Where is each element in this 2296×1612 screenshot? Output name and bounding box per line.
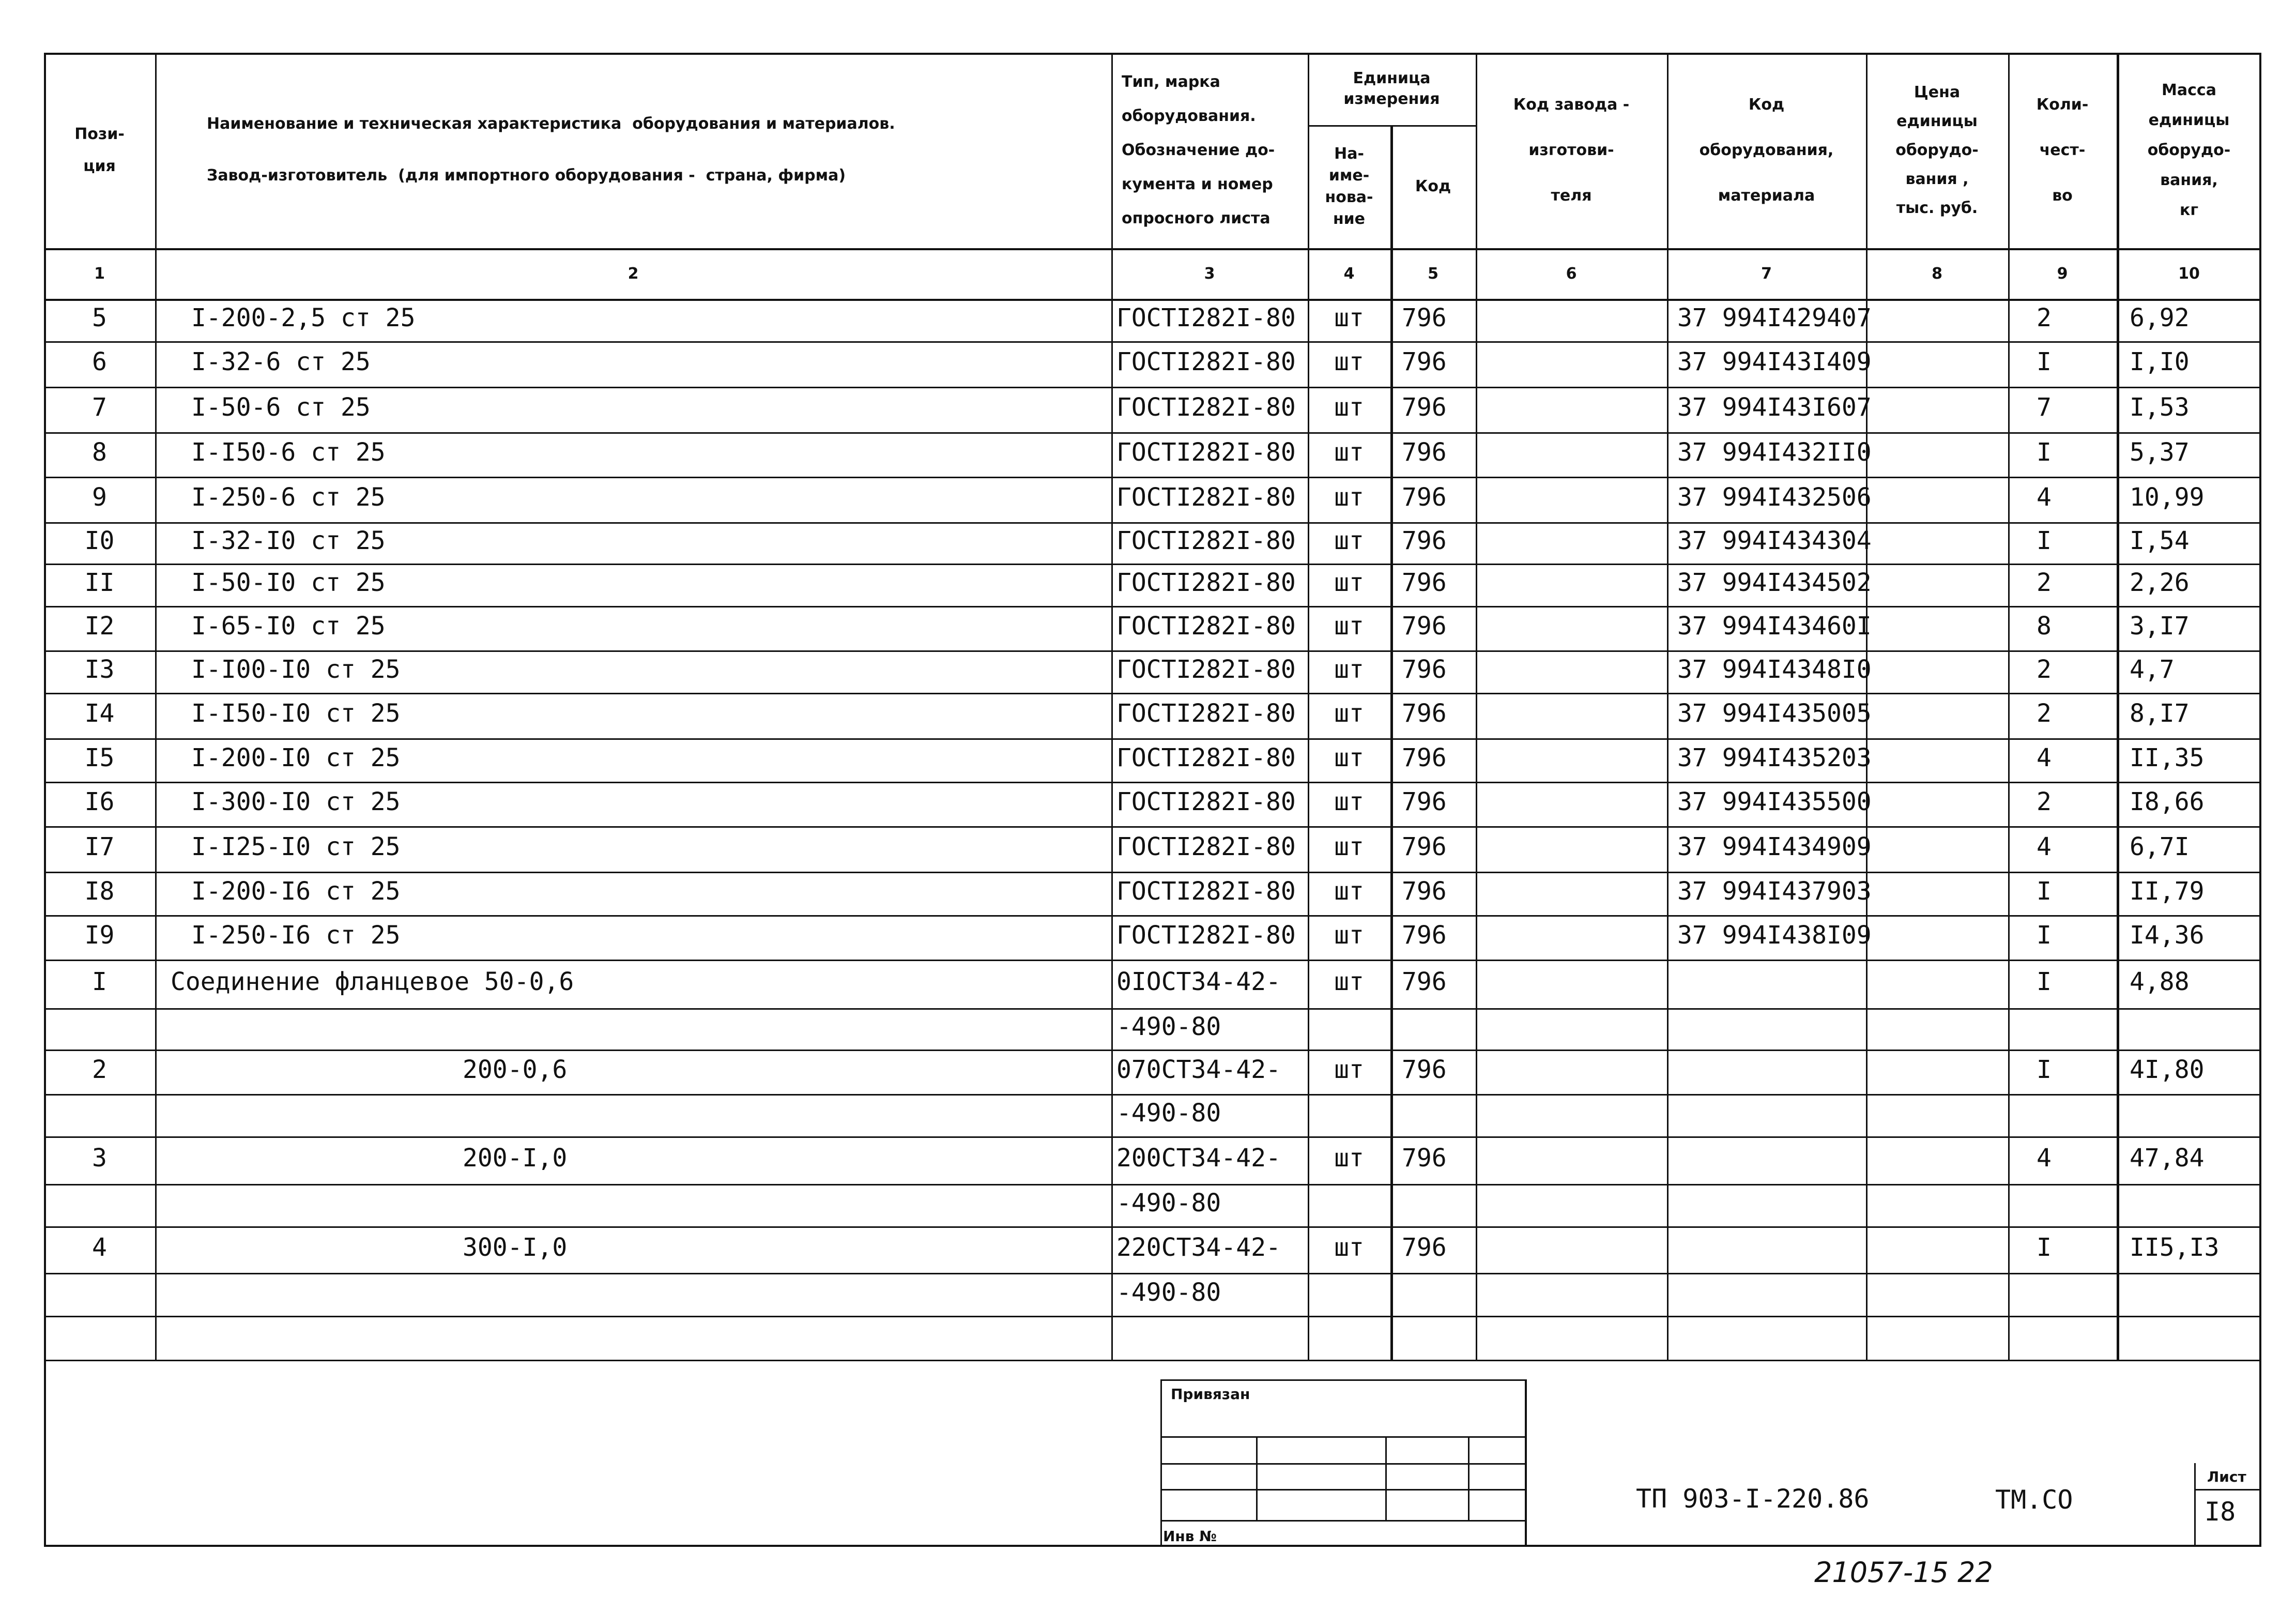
- row-document: ГОСТI282I-80: [1116, 743, 1296, 772]
- row-line: [44, 915, 2261, 917]
- row-mass: 4I,80: [2130, 1055, 2205, 1084]
- row-item-code: 37 994I434909: [1677, 832, 1872, 861]
- row-line: [44, 606, 2261, 607]
- row-unit-code: 796: [1402, 393, 1447, 422]
- document-code: ТП 903-I-220.86: [1636, 1484, 1870, 1514]
- header-unit-group: Единица измерения: [1343, 69, 1440, 108]
- row-name: I-65-I0 ст 25: [191, 612, 386, 641]
- row-unit-code: 796: [1402, 1233, 1447, 1262]
- column-number: 5: [1428, 264, 1438, 283]
- row-name: Соединение фланцевое 50-0,6: [171, 967, 574, 996]
- row-line: [44, 387, 2261, 388]
- row-line: [44, 1050, 2261, 1051]
- row-unit-code: 796: [1402, 967, 1447, 996]
- row-unit-name: шт: [1334, 967, 1364, 996]
- row-mass: 4,7: [2130, 655, 2175, 684]
- row-quantity: 2: [2037, 655, 2052, 684]
- row-name: I-I50-I0 ст 25: [191, 699, 401, 728]
- row-line: [44, 693, 2261, 694]
- row-quantity: 2: [2037, 787, 2052, 816]
- row-quantity: 4: [2037, 483, 2052, 512]
- row-quantity: 2: [2037, 568, 2052, 597]
- stamp-line: [2194, 1463, 2196, 1547]
- row-name: I-32-I0 ст 25: [191, 526, 386, 555]
- row-line: [44, 1008, 2261, 1010]
- row-unit-code: 796: [1402, 1144, 1447, 1173]
- row-unit-name: шт: [1334, 393, 1364, 422]
- row-line: [44, 432, 2261, 434]
- row-mass: 2,26: [2130, 568, 2190, 597]
- row-item-code: 37 994I4348I0: [1677, 655, 1872, 684]
- row-quantity: 7: [2037, 393, 2052, 422]
- row-line: [44, 522, 2261, 524]
- row-unit-name: шт: [1334, 699, 1364, 728]
- row-name: 200-I,0: [463, 1144, 568, 1173]
- row-name: I-250-6 ст 25: [191, 483, 386, 512]
- row-line: [44, 782, 2261, 783]
- row-name: I-250-I6 ст 25: [191, 921, 401, 950]
- row-item-code: 37 994I434304: [1677, 526, 1872, 555]
- row-position: I: [92, 967, 107, 996]
- row-mass: 6,92: [2130, 303, 2190, 332]
- row-mass: II,35: [2130, 743, 2205, 772]
- row-name: I-200-I0 ст 25: [191, 743, 401, 772]
- header-name-description: Наименование и техническая характеристика оборудования и материалов. Завод-изготовитель (для импортного оборудования - страна, фирма): [207, 115, 895, 185]
- attached-label: Привязан: [1171, 1386, 1250, 1403]
- row-position: II: [84, 568, 115, 597]
- row-unit-name: шт: [1334, 483, 1364, 512]
- row-unit-name: шт: [1334, 877, 1364, 906]
- row-quantity: I: [2037, 921, 2052, 950]
- row-name: I-50-6 ст 25: [191, 393, 371, 422]
- row-document: -490-80: [1116, 1099, 1221, 1128]
- row-document: ГОСТI282I-80: [1116, 655, 1296, 684]
- row-name: I-I50-6 ст 25: [191, 438, 386, 467]
- row-position: I4: [84, 699, 115, 728]
- row-document: ГОСТI282I-80: [1116, 483, 1296, 512]
- row-position: I6: [84, 787, 115, 816]
- row-unit-code: 796: [1402, 832, 1447, 861]
- row-unit-name: шт: [1334, 347, 1364, 376]
- row-line: [44, 1273, 2261, 1274]
- column-number: 2: [627, 264, 639, 283]
- row-name: I-200-I6 ст 25: [191, 877, 401, 906]
- row-position: 5: [92, 303, 107, 332]
- sheet-number: I8: [2205, 1497, 2236, 1527]
- row-position: I5: [84, 743, 115, 772]
- row-unit-code: 796: [1402, 921, 1447, 950]
- row-mass: I,I0: [2130, 347, 2190, 376]
- stamp-line: [2194, 1489, 2261, 1491]
- row-line: [44, 1360, 2261, 1361]
- row-unit-name: шт: [1334, 743, 1364, 772]
- row-document: ГОСТI282I-80: [1116, 347, 1296, 376]
- stamp-line: [1525, 1379, 1527, 1547]
- stamp-line: [1256, 1436, 1258, 1520]
- row-line: [44, 564, 2261, 565]
- row-mass: I,53: [2130, 393, 2190, 422]
- row-line: [44, 341, 2261, 343]
- row-document: ГОСТI282I-80: [1116, 699, 1296, 728]
- column-line: [1390, 125, 1393, 1360]
- row-unit-code: 796: [1402, 483, 1447, 512]
- row-quantity: 2: [2037, 699, 2052, 728]
- row-quantity: I: [2037, 1233, 2052, 1262]
- row-quantity: 4: [2037, 743, 2052, 772]
- row-position: I7: [84, 832, 115, 861]
- row-mass: I,54: [2130, 526, 2190, 555]
- stamp-line: [1468, 1436, 1470, 1520]
- row-unit-code: 796: [1402, 438, 1447, 467]
- header-item-code: Код оборудования, материала: [1699, 96, 1834, 205]
- row-mass: 4,88: [2130, 967, 2190, 996]
- row-position: 9: [92, 483, 107, 512]
- row-document: ГОСТI282I-80: [1116, 877, 1296, 906]
- column-number: 3: [1204, 264, 1215, 283]
- row-name: I-50-I0 ст 25: [191, 568, 386, 597]
- row-unit-name: шт: [1334, 1055, 1364, 1084]
- row-mass: I8,66: [2130, 787, 2205, 816]
- number-row-bottom-line: [44, 299, 2261, 301]
- row-line: [44, 1184, 2261, 1185]
- column-number: 8: [1932, 264, 1942, 283]
- row-unit-name: шт: [1334, 612, 1364, 641]
- row-quantity: I: [2037, 526, 2052, 555]
- row-unit-name: шт: [1334, 1144, 1364, 1173]
- row-document: ГОСТI282I-80: [1116, 568, 1296, 597]
- row-line: [44, 1136, 2261, 1138]
- column-number: 10: [2178, 264, 2200, 283]
- row-position: 6: [92, 347, 107, 376]
- row-line: [44, 960, 2261, 961]
- row-item-code: 37 994I434502: [1677, 568, 1872, 597]
- row-unit-name: шт: [1334, 568, 1364, 597]
- row-item-code: 37 994I432II0: [1677, 438, 1872, 467]
- row-position: 7: [92, 393, 107, 422]
- row-mass: 47,84: [2130, 1144, 2205, 1173]
- row-unit-name: шт: [1334, 303, 1364, 332]
- row-unit-code: 796: [1402, 568, 1447, 597]
- row-document: ГОСТI282I-80: [1116, 612, 1296, 641]
- row-name: 200-0,6: [463, 1055, 568, 1084]
- row-unit-name: шт: [1334, 526, 1364, 555]
- column-number: 1: [94, 264, 105, 283]
- row-line: [44, 826, 2261, 828]
- row-unit-name: шт: [1334, 438, 1364, 467]
- column-number: 7: [1761, 264, 1772, 283]
- row-quantity: I: [2037, 347, 2052, 376]
- row-mass: 6,7I: [2130, 832, 2190, 861]
- column-number: 6: [1566, 264, 1577, 283]
- row-quantity: I: [2037, 877, 2052, 906]
- header-position: Пози- ция: [74, 125, 125, 175]
- sheet-label: Лист: [2207, 1468, 2246, 1485]
- row-mass: II5,I3: [2130, 1233, 2220, 1262]
- row-quantity: I: [2037, 967, 2052, 996]
- row-line: [44, 1316, 2261, 1317]
- row-quantity: I: [2037, 438, 2052, 467]
- row-unit-code: 796: [1402, 655, 1447, 684]
- row-position: 8: [92, 438, 107, 467]
- row-unit-code: 796: [1402, 347, 1447, 376]
- row-name: I-300-I0 ст 25: [191, 787, 401, 816]
- row-document: ГОСТI282I-80: [1116, 438, 1296, 467]
- row-quantity: 8: [2037, 612, 2052, 641]
- stamp-line: [1160, 1379, 1525, 1381]
- row-document: -490-80: [1116, 1189, 1221, 1218]
- row-name: 300-I,0: [463, 1233, 568, 1262]
- row-document: -490-80: [1116, 1012, 1221, 1041]
- document-mark: ТМ.СО: [1995, 1485, 2073, 1515]
- row-document: -490-80: [1116, 1278, 1221, 1307]
- column-number: 4: [1343, 264, 1355, 283]
- stamp-line: [1385, 1436, 1387, 1520]
- row-line: [44, 1094, 2261, 1096]
- row-document: 070СТ34-42-: [1116, 1055, 1281, 1084]
- row-item-code: 37 994I43I607: [1677, 393, 1872, 422]
- row-position: 3: [92, 1144, 107, 1173]
- stamp-line: [1160, 1436, 1525, 1438]
- row-unit-name: шт: [1334, 921, 1364, 950]
- row-unit-code: 796: [1402, 526, 1447, 555]
- row-quantity: 4: [2037, 832, 2052, 861]
- row-line: [44, 650, 2261, 652]
- row-item-code: 37 994I432506: [1677, 483, 1872, 512]
- row-quantity: I: [2037, 1055, 2052, 1084]
- row-item-code: 37 994I435203: [1677, 743, 1872, 772]
- row-line: [44, 738, 2261, 740]
- stamp-line: [1160, 1520, 1525, 1522]
- row-unit-code: 796: [1402, 743, 1447, 772]
- row-item-code: 37 994I437903: [1677, 877, 1872, 906]
- header-type-document: Тип, марка оборудования. Обозначение до- кумента и номер опросного листа: [1122, 73, 1275, 227]
- column-number: 9: [2057, 264, 2068, 283]
- row-position: 4: [92, 1233, 107, 1262]
- header-unit-code: Код: [1415, 177, 1451, 195]
- row-mass: II,79: [2130, 877, 2205, 906]
- row-unit-name: шт: [1334, 1233, 1364, 1262]
- row-unit-code: 796: [1402, 699, 1447, 728]
- row-unit-code: 796: [1402, 787, 1447, 816]
- header-mass: Масса единицы оборудо- вания, кг: [2147, 81, 2231, 219]
- row-unit-code: 796: [1402, 612, 1447, 641]
- row-mass: 8,I7: [2130, 699, 2190, 728]
- row-line: [44, 1226, 2261, 1228]
- row-document: ГОСТI282I-80: [1116, 526, 1296, 555]
- row-unit-code: 796: [1402, 1055, 1447, 1084]
- row-quantity: 2: [2037, 303, 2052, 332]
- row-item-code: 37 994I435005: [1677, 699, 1872, 728]
- row-document: 0IОСТ34-42-: [1116, 967, 1281, 996]
- row-unit-name: шт: [1334, 655, 1364, 684]
- row-document: 200СТ34-42-: [1116, 1144, 1281, 1173]
- row-mass: 10,99: [2130, 483, 2205, 512]
- row-position: I3: [84, 655, 115, 684]
- row-quantity: 4: [2037, 1144, 2052, 1173]
- row-name: I-I25-I0 ст 25: [191, 832, 401, 861]
- row-document: 220СТ34-42-: [1116, 1233, 1281, 1262]
- row-line: [44, 872, 2261, 873]
- header-unit-name: На- име- нова- ние: [1325, 145, 1373, 228]
- row-document: ГОСТI282I-80: [1116, 303, 1296, 332]
- row-item-code: 37 994I435500: [1677, 787, 1872, 816]
- row-name: I-200-2,5 ст 25: [191, 303, 416, 332]
- header-quantity: Коли- чест- во: [2036, 96, 2089, 205]
- stamp-line: [1160, 1489, 1525, 1491]
- row-unit-name: шт: [1334, 832, 1364, 861]
- row-mass: I4,36: [2130, 921, 2205, 950]
- row-mass: 5,37: [2130, 438, 2190, 467]
- row-position: I9: [84, 921, 115, 950]
- row-mass: 3,I7: [2130, 612, 2190, 641]
- header-factory-code: Код завода - изготови- теля: [1513, 96, 1630, 205]
- row-item-code: 37 994I43460I: [1677, 612, 1872, 641]
- handwritten-archive-number: 21057-15 22: [1814, 1556, 1993, 1589]
- stamp-line: [1160, 1463, 1525, 1465]
- row-item-code: 37 994I438I09: [1677, 921, 1872, 950]
- row-document: ГОСТI282I-80: [1116, 393, 1296, 422]
- row-name: I-32-6 ст 25: [191, 347, 371, 376]
- row-position: 2: [92, 1055, 107, 1084]
- row-line: [44, 477, 2261, 478]
- row-item-code: 37 994I429407: [1677, 303, 1872, 332]
- row-name: I-I00-I0 ст 25: [191, 655, 401, 684]
- row-position: I0: [84, 526, 115, 555]
- row-unit-code: 796: [1402, 877, 1447, 906]
- row-position: I8: [84, 877, 115, 906]
- inventory-number-label: Инв №: [1163, 1528, 1217, 1545]
- header-price: Цена единицы оборудо- вания , тыс. руб.: [1895, 83, 1979, 217]
- row-position: I2: [84, 612, 115, 641]
- row-unit-name: шт: [1334, 787, 1364, 816]
- row-document: ГОСТI282I-80: [1116, 921, 1296, 950]
- row-document: ГОСТI282I-80: [1116, 787, 1296, 816]
- row-item-code: 37 994I43I409: [1677, 347, 1872, 376]
- row-document: ГОСТI282I-80: [1116, 832, 1296, 861]
- row-unit-code: 796: [1402, 303, 1447, 332]
